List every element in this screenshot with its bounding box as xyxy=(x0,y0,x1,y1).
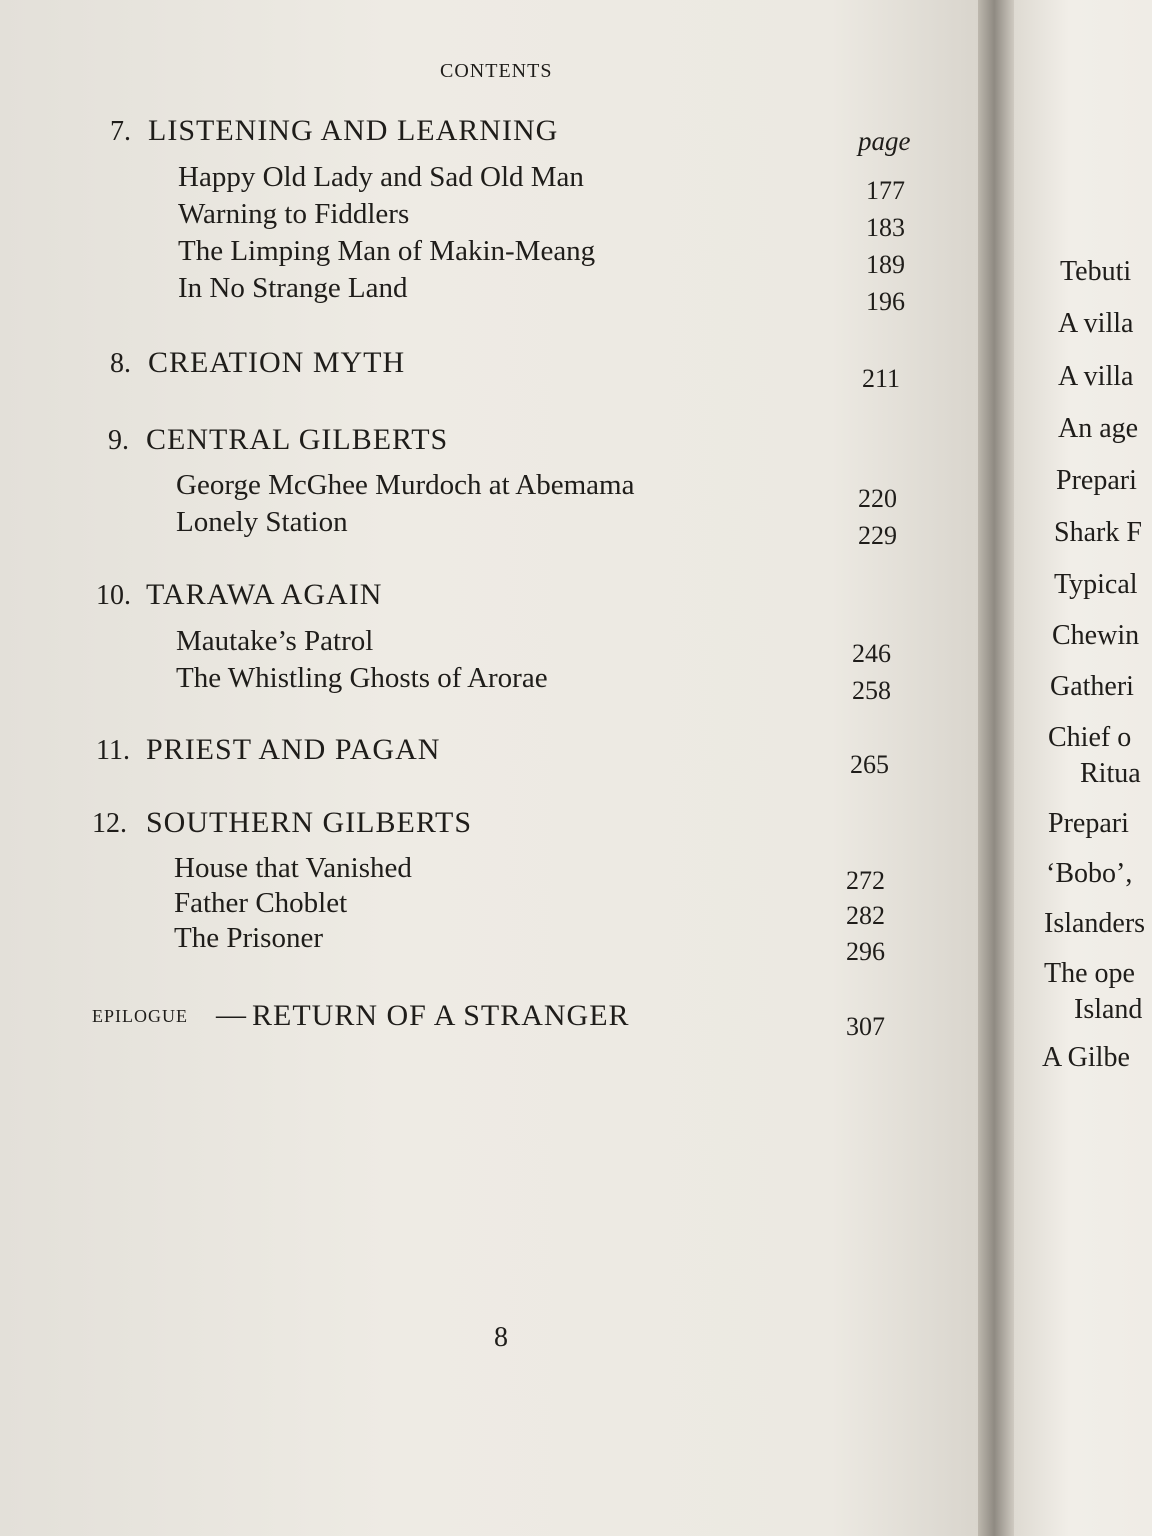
toc-entry-page: 229 xyxy=(858,521,897,550)
right-page-line: A villa xyxy=(1058,361,1134,392)
chapter-number: 10. xyxy=(96,580,131,611)
page-column-label: page xyxy=(858,126,911,156)
right-page-line: Typical xyxy=(1054,569,1138,600)
chapter-number: 8. xyxy=(110,348,131,379)
right-page xyxy=(1014,0,1152,1536)
right-page-line: Gatheri xyxy=(1050,671,1134,702)
toc-entry-page: 258 xyxy=(852,676,891,705)
toc-entry-page: 189 xyxy=(866,250,905,279)
right-page-line: Prepari xyxy=(1048,808,1129,839)
toc-entry-page: 196 xyxy=(866,287,905,316)
right-page-line: ‘Bobo’, xyxy=(1046,858,1133,889)
contents-heading: CONTENTS xyxy=(440,60,553,82)
toc-entry-page: 177 xyxy=(866,176,905,205)
right-page-line: Island xyxy=(1074,994,1143,1025)
chapter-title: PRIEST AND PAGAN xyxy=(146,733,441,766)
chapter-page: 211 xyxy=(862,364,901,393)
epilogue-dash: — xyxy=(216,998,247,1031)
chapter-title: CENTRAL GILBERTS xyxy=(146,423,449,456)
toc-entry-title: Happy Old Lady and Sad Old Man xyxy=(178,161,584,193)
right-page-line: The ope xyxy=(1044,958,1135,989)
toc-entry-page: 246 xyxy=(852,639,891,668)
right-page-line: Ritua xyxy=(1080,758,1141,789)
chapter-number: 11. xyxy=(96,735,130,766)
right-page-line: A Gilbe xyxy=(1042,1042,1130,1073)
chapter-page: 265 xyxy=(850,750,889,779)
page-number: 8 xyxy=(494,1322,508,1353)
right-page-line: Tebuti xyxy=(1060,256,1132,287)
right-page-line: Shark F xyxy=(1054,517,1142,548)
right-page-line: Islanders xyxy=(1044,908,1146,939)
epilogue-page: 307 xyxy=(846,1012,885,1041)
toc-entry-title: The Whistling Ghosts of Arorae xyxy=(176,662,548,694)
toc-entry-title: In No Strange Land xyxy=(178,272,408,304)
book-gutter xyxy=(978,0,1014,1536)
right-page-line: Prepari xyxy=(1056,465,1137,496)
right-page-line: A villa xyxy=(1058,308,1134,339)
chapter-number: 7. xyxy=(110,116,131,147)
chapter-title: LISTENING AND LEARNING xyxy=(148,114,559,147)
right-page-line: An age xyxy=(1058,413,1139,444)
toc-entry-page: 272 xyxy=(846,866,885,895)
right-page-line: Chewin xyxy=(1052,620,1140,651)
toc-entry-title: House that Vanished xyxy=(174,852,412,884)
toc-entry-title: Lonely Station xyxy=(176,506,348,538)
toc-entry-page: 183 xyxy=(866,213,905,242)
toc-entry-title: The Limping Man of Makin-Meang xyxy=(178,235,596,267)
chapter-title: TARAWA AGAIN xyxy=(146,578,383,611)
toc-entry-title: The Prisoner xyxy=(174,922,323,954)
toc-entry-page: 282 xyxy=(846,901,885,930)
chapter-title: SOUTHERN GILBERTS xyxy=(146,806,473,839)
toc-entry-title: George McGhee Murdoch at Abemama xyxy=(176,469,635,501)
toc-entry-page: 220 xyxy=(858,484,897,513)
toc-entry-title: Father Choblet xyxy=(174,887,348,919)
toc-entry-page: 296 xyxy=(846,937,885,966)
chapter-number: 9. xyxy=(108,425,129,456)
epilogue-title: RETURN OF A STRANGER xyxy=(252,999,630,1032)
chapter-title: CREATION MYTH xyxy=(148,346,406,379)
toc-entry-title: Warning to Fiddlers xyxy=(178,198,410,230)
chapter-number: 12. xyxy=(92,808,127,839)
right-page-line: Chief o xyxy=(1048,722,1132,753)
toc-entry-title: Mautake’s Patrol xyxy=(176,625,374,657)
epilogue-label: EPILOGUE xyxy=(92,1006,188,1026)
